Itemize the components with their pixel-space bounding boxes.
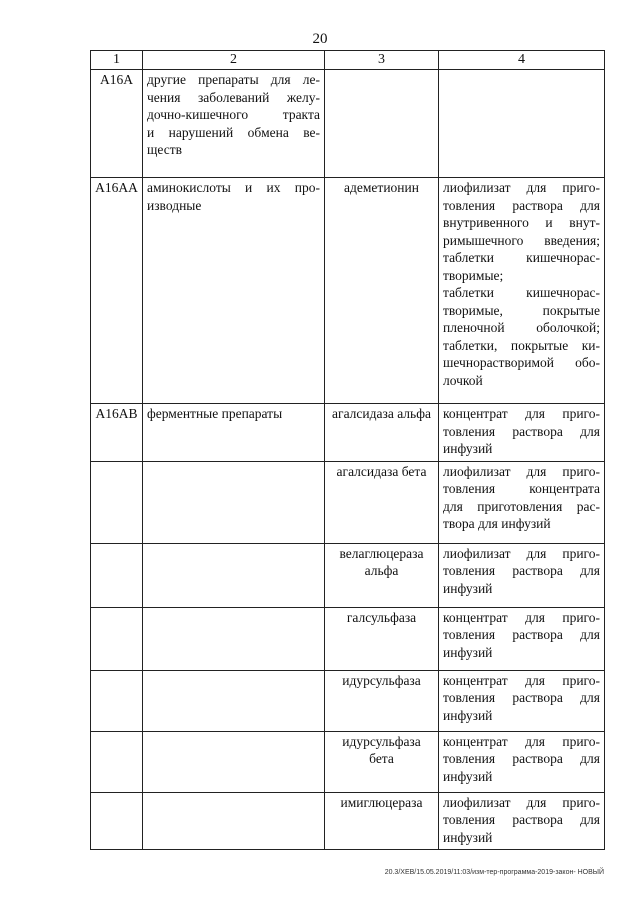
header-cell-2: 2 [143, 51, 325, 70]
table-row [91, 543, 605, 607]
drug-name-cell [325, 731, 439, 792]
drug-name-cell [325, 670, 439, 731]
atc-code-cell [91, 792, 143, 850]
drug-name-line: идурсульфаза [342, 733, 421, 749]
dosage-form-line: пленочной оболочкой; [443, 320, 600, 335]
drug-name-line: агалсидаза альфа [332, 406, 431, 421]
dosage-form-cell [439, 404, 605, 462]
table-row [91, 70, 605, 178]
dosage-form-line: товления раствора для [443, 690, 600, 705]
drug-name-cell [325, 543, 439, 607]
atc-code-cell [91, 543, 143, 607]
pharmacological-group-cell [143, 70, 325, 178]
drug-name-line: адеметионин [344, 180, 419, 195]
table-row [91, 670, 605, 731]
drug-name-cell [325, 607, 439, 670]
group-text-line: ществ [147, 142, 182, 157]
dosage-form-line: римышечного введения; [443, 232, 600, 248]
dosage-form-cell [439, 461, 605, 543]
atc-code-cell [91, 731, 143, 792]
table-row [91, 178, 605, 404]
dosage-form-line: товления раствора для [443, 812, 600, 827]
dosage-form-cell [439, 178, 605, 404]
atc-code-cell: A16AB [91, 404, 143, 462]
atc-code-cell: A16AA [91, 178, 143, 404]
dosage-form-line: творимые; [443, 267, 504, 283]
dosage-form-cell [439, 70, 605, 178]
drug-name-cell [325, 70, 439, 178]
dosage-form-line: концентрат для приго- [443, 609, 600, 625]
table-row [91, 731, 605, 792]
group-text-line: чения заболеваний желу- [147, 89, 320, 105]
atc-code-cell: A16A [91, 70, 143, 178]
footer-doc-id: 20.3/ХЕВ/15.05.2019/11:03/изм-тер-программа-2019-закон- НОВЫЙ [384, 869, 604, 876]
drug-name-line: альфа [364, 563, 399, 578]
dosage-form-cell [439, 792, 605, 850]
dosage-form-cell [439, 670, 605, 731]
pharmacological-group-cell [143, 670, 325, 731]
dosage-form-line: концентрат для приго- [443, 672, 600, 688]
dosage-form-line: инфузий [443, 707, 493, 723]
group-text-line: и нарушений обмена ве- [147, 124, 320, 140]
dosage-form-line: лиофилизат для приго- [443, 794, 600, 810]
pharmacological-group-cell [143, 404, 325, 462]
dosage-form-line: таблетки кишечнорас- [443, 285, 600, 300]
pharmacological-group-cell [143, 543, 325, 607]
dosage-form-line: товления раствора для [443, 423, 600, 439]
table-body [91, 70, 605, 850]
group-text-line: дочно-кишечного тракта [147, 107, 320, 122]
drug-name-cell [325, 792, 439, 850]
drug-name-line: галсульфаза [346, 609, 417, 625]
drug-name-cell [325, 404, 439, 462]
dosage-form-line: для приготовления рас- [443, 498, 600, 514]
table-row [91, 404, 605, 462]
dosage-form-line: товления раствора для [443, 627, 600, 642]
dosage-form-line: таблетки, покрытые ки- [443, 337, 600, 353]
drug-name-line: велаглюцераза [339, 545, 424, 561]
header-cell-1: 1 [91, 51, 143, 70]
group-text-line: другие препараты для ле- [147, 72, 320, 87]
drug-name-cell [325, 461, 439, 543]
dosage-form-cell [439, 731, 605, 792]
pharmacological-group-cell [143, 731, 325, 792]
group-text-line: аминокислоты и их про- [147, 180, 320, 195]
dosage-form-line: товления раствора для [443, 197, 600, 213]
table-row [91, 607, 605, 670]
pharmacological-group-cell [143, 792, 325, 850]
pharmacological-group-cell [143, 178, 325, 404]
pharmacological-group-cell [143, 607, 325, 670]
dosage-form-line: концентрат для приго- [443, 733, 600, 749]
dosage-form-line: инфузий [443, 829, 493, 845]
table-header-row [91, 51, 605, 70]
table-row [91, 792, 605, 850]
group-text-line: изводные [147, 197, 202, 213]
dosage-form-line: твора для инфузий [443, 516, 551, 531]
drug-table [90, 50, 605, 850]
drug-name-line: бета [369, 751, 394, 766]
dosage-form-line: товления концентрата [443, 481, 600, 496]
group-text-line: ферментные препараты [147, 406, 283, 421]
dosage-form-line: концентрат для приго- [443, 406, 600, 421]
dosage-form-line: инфузий [443, 644, 493, 660]
dosage-form-line: внутривенного и внут- [443, 215, 600, 230]
dosage-form-cell [439, 543, 605, 607]
atc-code-cell [91, 607, 143, 670]
dosage-form-line: лочкой [443, 372, 483, 388]
dosage-form-line: лиофилизат для приго- [443, 545, 600, 561]
dosage-form-line: товления раствора для [443, 751, 600, 766]
dosage-form-line: шечнорастворимой обо- [443, 355, 600, 370]
dosage-form-line: инфузий [443, 441, 493, 456]
dosage-form-line: лиофилизат для приго- [443, 463, 600, 479]
dosage-form-line: таблетки кишечнорас- [443, 250, 600, 265]
dosage-form-line: инфузий [443, 768, 493, 784]
drug-name-line: имиглюцераза [340, 794, 423, 810]
pharmacological-group-cell [143, 461, 325, 543]
atc-code-cell [91, 461, 143, 543]
header-cell-4: 4 [439, 51, 605, 70]
dosage-form-line: творимые, покрытые [443, 302, 600, 318]
drug-name-cell [325, 178, 439, 404]
atc-code-cell [91, 670, 143, 731]
dosage-form-cell [439, 607, 605, 670]
table-row [91, 461, 605, 543]
drug-name-line: агалсидаза бета [336, 463, 427, 479]
drug-name-line: идурсульфаза [342, 672, 421, 688]
dosage-form-line: инфузий [443, 580, 493, 596]
page-number: 20 [312, 31, 328, 47]
dosage-form-line: товления раствора для [443, 563, 600, 578]
dosage-form-line: лиофилизат для приго- [443, 180, 600, 195]
header-cell-3: 3 [325, 51, 439, 70]
